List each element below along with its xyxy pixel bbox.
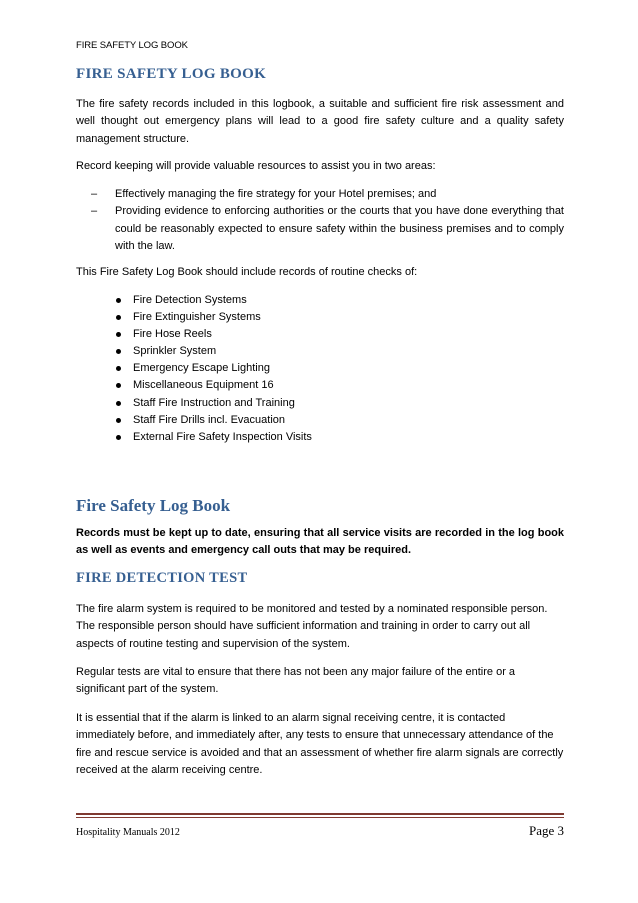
- page-title: FIRE SAFETY LOG BOOK: [76, 66, 267, 82]
- running-header: FIRE SAFETY LOG BOOK: [76, 40, 188, 51]
- bullet-icon: [116, 401, 121, 406]
- list-item: Staff Fire Instruction and Training: [76, 395, 564, 412]
- footer-publisher: Hospitality Manuals 2012: [76, 827, 180, 838]
- dash-marker: –: [91, 205, 98, 218]
- list-item: Fire Hose Reels: [76, 326, 564, 343]
- list-item: Staff Fire Drills incl. Evacuation: [76, 412, 564, 429]
- page-number: Page 3: [528, 823, 564, 838]
- list-item: Sprinkler System: [76, 343, 564, 360]
- bullet-icon: [116, 315, 121, 320]
- list-item: Emergency Escape Lighting: [76, 360, 564, 377]
- bullet-icon: [116, 332, 121, 337]
- intro-paragraph: The fire safety records included in this logbook, a suitable and sufficient fire risk assessment and well thought out emergency plans will lead to a good fire safety culture and a quality safety management structure.: [76, 98, 564, 145]
- bullet-icon: [116, 298, 121, 303]
- section-heading-detection: FIRE DETECTION TEST: [76, 570, 248, 586]
- bullet-icon: [116, 418, 121, 423]
- logbook-note: Records must be kept up to date, ensuring that all service visits are recorded in the log book as well as events and emergency call outs that may be required.: [76, 527, 564, 557]
- document-page: [76, 0, 564, 903]
- bullet-icon: [116, 366, 121, 371]
- routine-checks-paragraph: This Fire Safety Log Book should include records of routine checks of:: [76, 266, 418, 278]
- footer-rule: [76, 817, 564, 818]
- list-item: – Effectively managing the fire strategy for your Hotel premises; and: [76, 186, 564, 203]
- dash-marker: –: [91, 188, 98, 200]
- detection-paragraph-3: It is essential that if the alarm is linked to an alarm signal receiving centre, it is contacted immediately before, and immediately after, any tests to ensure that unnecessary attendance of the fire and rescue service is avoided and that an assessment of whether fire alarm signals are correctly received at the alarm receiving centre.: [76, 712, 564, 776]
- bullet-icon: [116, 435, 121, 440]
- list-item: – Providing evidence to enforcing authorities or the courts that you have done everything that could be reasonably expected to ensure safety within the business premises and to comply with the law.: [91, 205, 564, 252]
- section-heading-logbook: Fire Safety Log Book: [76, 496, 231, 515]
- list-item: Miscellaneous Equipment 16: [76, 377, 564, 394]
- record-keeping-paragraph: Record keeping will provide valuable resources to assist you in two areas:: [76, 160, 436, 172]
- bullet-icon: [116, 383, 121, 388]
- bullet-icon: [116, 349, 121, 354]
- list-item: External Fire Safety Inspection Visits: [76, 429, 564, 446]
- areas-list: [76, 186, 564, 255]
- detection-paragraph-1: The fire alarm system is required to be monitored and tested by a nominated responsible person. The responsible person should have sufficient information and training in order to carry out all aspects of routine testing and supervision of the system.: [76, 603, 548, 650]
- detection-paragraph-2: Regular tests are vital to ensure that there has not been any major failure of the entire or a significant part of the system.: [76, 666, 516, 696]
- footer-rule: [76, 813, 564, 815]
- list-item: Fire Detection Systems: [76, 292, 564, 309]
- checks-list: [76, 292, 564, 446]
- list-item: Fire Extinguisher Systems: [76, 309, 564, 326]
